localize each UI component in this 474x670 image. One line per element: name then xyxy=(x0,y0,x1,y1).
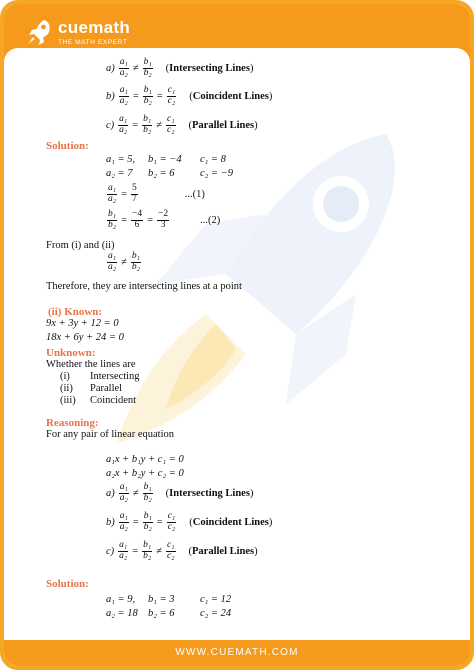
condition-tag: (Intersecting Lines) xyxy=(165,487,254,499)
ratio-a-row: $\frac{\text{a₁}}{\text{a₂}}$ = $\frac{5}{7}$ ...(1) xyxy=(108,183,205,204)
footer-url[interactable]: WWW.CUEMATH.COM xyxy=(175,647,299,658)
equation-ref-1: ...(1) xyxy=(184,188,205,200)
option-item: (ii) Parallel xyxy=(60,383,123,394)
ratio-b-row: $\frac{\text{b₁}}{\text{b₂}}$ = $\frac{-4}{6}$ = $\frac{-2}{3}$ ...(2) xyxy=(108,209,221,230)
condition-row-bottom-b: b) $\frac{\text{a₁}}{\text{a₂}}$ = $\frac{\text{b₁}}{\text{b₂}}$ = $\frac{\text{c₁}}{\text{c₂}}$ (Coincident Lines) xyxy=(106,511,273,532)
condition-row-top-c: c) $\frac{\text{a₁}}{\text{a₂}}$ = $\frac{\text{b₁}}{\text{b₂}}$ ≠ $\frac{\text{c₁}}{\text{c₂}}$ (Parallel Lines) xyxy=(106,114,258,135)
condition-tag: (Intersecting Lines) xyxy=(165,62,254,74)
footer-bar xyxy=(4,640,470,666)
coefficients-row-4: a₂ = 18 b₂ = 6 c₂ = 24 xyxy=(106,608,232,619)
solution-heading-1: Solution: xyxy=(46,140,89,152)
coefficients-row-2: a₂ = 7 b₂ = 6 c₂ = −9 xyxy=(106,168,233,179)
condition-row-top-b: b) $\frac{\text{a₁}}{\text{a₂}}$ = $\frac{\text{b₁}}{\text{b₂}}$ = $\frac{\text{c₁}}{\text{c₂}}$ (Coincident Lines) xyxy=(106,85,273,106)
condition-row-bottom-c: c) $\frac{\text{a₁}}{\text{a₂}}$ = $\frac{\text{b₁}}{\text{b₂}}$ ≠ $\frac{\text{c₁}}{\text{c₂}}$ (Parallel Lines) xyxy=(106,540,258,561)
general-equation-2: a₂x + b₂y + c₂ = 0 xyxy=(106,468,184,479)
coefficients-row-3: a₁ = 9, b₁ = 3 c₁ = 12 xyxy=(106,594,232,605)
equation-ref-2: ...(2) xyxy=(200,214,221,226)
brand-name: cuemath xyxy=(58,18,131,37)
unknown-text: Whether the lines are xyxy=(46,359,136,370)
brand-tagline: THE MATH EXPERT xyxy=(58,39,128,46)
reasoning-text: For any pair of linear equation xyxy=(46,429,174,440)
condition-row-bottom-a: a) $\frac{\text{a₁}}{\text{a₂}}$ ≠ $\frac{\text{b₁}}{\text{b₂}}$ (Intersecting Lines) xyxy=(106,482,254,503)
condition-tag: (Coincident Lines) xyxy=(189,90,273,102)
condition-tag: (Parallel Lines) xyxy=(188,545,258,557)
compare-row: $\frac{\text{a₁}}{\text{a₂}}$ ≠ $\frac{\text{b₁}}{\text{b₂}}$ xyxy=(108,251,140,272)
condition-tag: (Parallel Lines) xyxy=(188,119,258,131)
option-item: (i) Intersecting xyxy=(60,371,140,382)
known-heading: (ii) Known: xyxy=(48,306,103,318)
solution-heading-2: Solution: xyxy=(46,578,89,590)
worksheet-content xyxy=(4,4,470,644)
coefficients-row-1: a₁ = 5, b₁ = −4 c₁ = 8 xyxy=(106,154,226,165)
condition-tag: (Coincident Lines) xyxy=(189,516,273,528)
general-equation-1: a₁x + b₁y + c₁ = 0 xyxy=(106,454,184,465)
conclusion-text: Therefore, they are intersecting lines at a point xyxy=(46,281,242,292)
option-item: (iii) Coincident xyxy=(60,395,137,406)
reasoning-heading: Reasoning: xyxy=(46,417,99,429)
condition-row-top-a: a) $\frac{\text{a₁}}{\text{a₂}}$ ≠ $\frac{\text{b₁}}{\text{b₂}}$ (Intersecting Lines) xyxy=(106,57,254,78)
equation-2: 18x + 6y + 24 = 0 xyxy=(46,332,124,343)
unknown-heading: Unknown: xyxy=(46,347,96,359)
equation-1: 9x + 3y + 12 = 0 xyxy=(46,318,119,329)
from-text: From (i) and (ii) xyxy=(46,240,115,251)
